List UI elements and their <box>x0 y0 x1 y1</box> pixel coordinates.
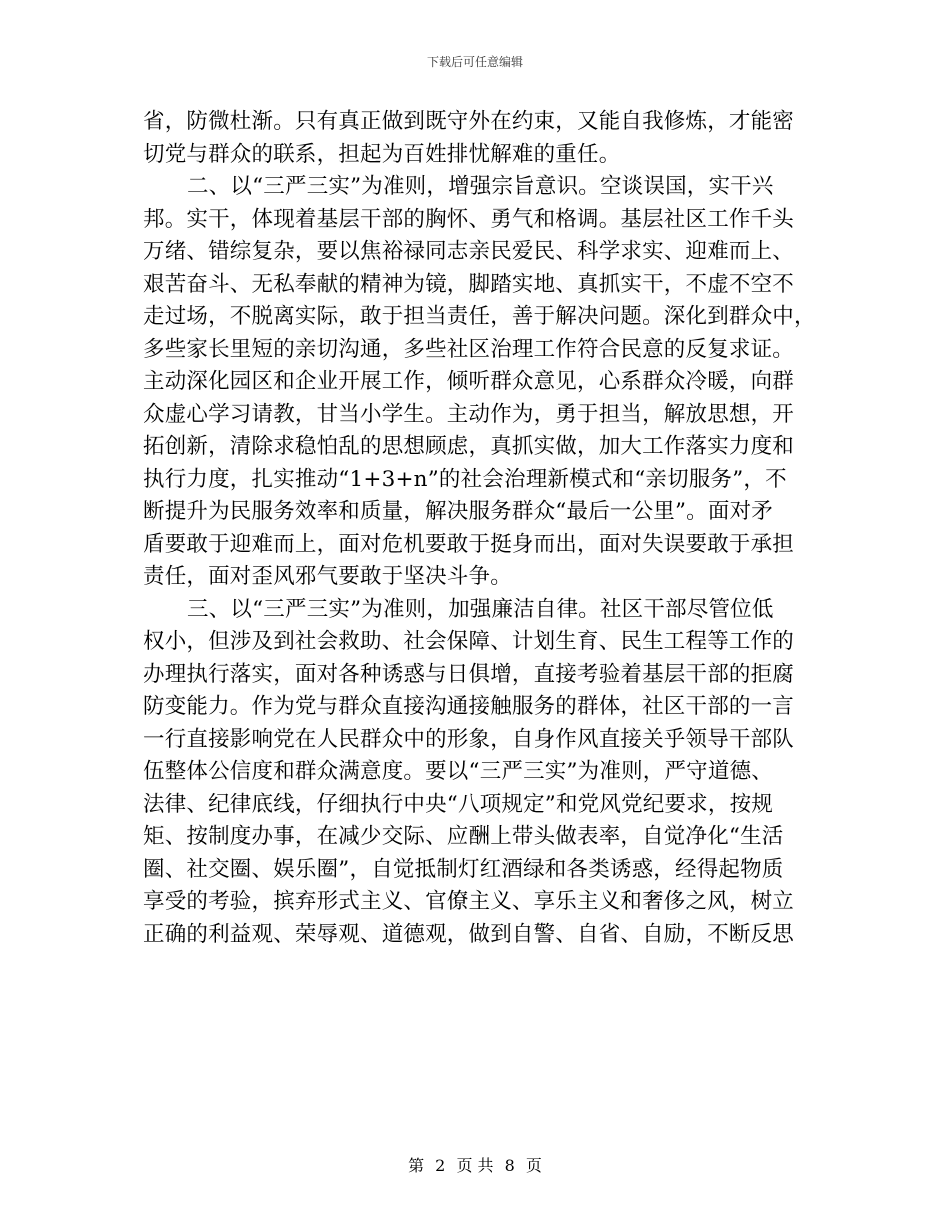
text-line: 众虚心学习请教，甘当小学生。主动作为，勇于担当，解放思想，开 <box>143 401 795 427</box>
text-line: 断提升为民服务效率和质量，解决服务群众“最后一公里”。面对矛 <box>143 499 773 524</box>
text-line: 主动深化园区和企业开展工作，倾听群众意见，心系群众冷暖，向群 <box>143 369 795 394</box>
text-line: 切党与群众的联系，担起为百姓排忧解难的重任。 <box>143 141 621 167</box>
footer-page-number: 2 <box>435 1156 446 1175</box>
text-line: 权小，但涉及到社会救助、社会保障、计划生育、民生工程等工作的 <box>143 629 795 654</box>
text-line: 走过场，不脱离实际，敢于担当责任，善于解决问题。深化到群众中， <box>143 304 816 329</box>
paragraph-3 <box>143 594 807 952</box>
text-line: 邦。实干，体现着基层干部的胸怀、勇气和格调。基层社区工作千头 <box>143 206 795 232</box>
paragraph-1 <box>143 106 807 171</box>
text-line: 盾要敢于迎难而上，面对危机要敢于挺身而出，面对失误要敢于承担 <box>143 531 795 557</box>
text-line: 一行直接影响党在人民群众中的形象，自身作风直接关乎领导干部队 <box>143 726 795 752</box>
footer-middle: 页 共 <box>456 1156 494 1175</box>
text-line: 三、以“三严三实”为准则，加强廉洁自律。社区干部尽管位低 <box>187 596 774 622</box>
text-line: 二、以“三严三实”为准则，增强宗旨意识。空谈误国，实干兴 <box>187 174 774 199</box>
page-header: 下载后可任意编辑 <box>426 55 523 69</box>
page-footer <box>0 1156 950 1176</box>
text-line: 防变能力。作为党与群众直接沟通接触服务的群体，社区干部的一言 <box>143 694 795 719</box>
footer-prefix: 第 <box>408 1156 425 1175</box>
text-line: 省，防微杜渐。只有真正做到既守外在约束，又能自我修炼，才能密 <box>143 109 795 134</box>
text-line: 伍整体公信度和群众满意度。要以“三严三实”为准则，严守道德、 <box>143 759 773 784</box>
text-line: 享受的考验，摈弃形式主义、官僚主义、享乐主义和奢侈之风，树立 <box>143 889 795 914</box>
text-line: 办理执行落实，面对各种诱惑与日俱增，直接考验着基层干部的拒腐 <box>143 661 795 687</box>
text-line: 执行力度，扎实推动“1+3+n”的社会治理新模式和“亲切服务”，不 <box>143 466 787 492</box>
text-line: 拓创新，清除求稳怕乱的思想顾虑，真抓实做，加大工作落实力度和 <box>143 434 795 459</box>
paragraph-2 <box>143 171 816 594</box>
text-line: 法律、纪律底线，仔细执行中央“八项规定”和党风党纪要求，按规 <box>143 791 773 817</box>
text-line: 万绪、错综复杂，要以焦裕禄同志亲民爱民、科学求实、迎难而上、 <box>143 239 795 264</box>
text-line: 正确的利益观、荣辱观、道德观，做到自警、自省、自励，不断反思 <box>143 921 795 947</box>
text-line: 矩、按制度办事，在减少交际、应酬上带头做表率，自觉净化“生活 <box>143 824 784 849</box>
document-body <box>143 106 816 951</box>
footer-total-pages: 8 <box>504 1156 515 1175</box>
text-line: 多些家长里短的亲切沟通，多些社区治理工作符合民意的反复求证。 <box>143 336 795 362</box>
text-line: 责任，面对歪风邪气要敢于坚决斗争。 <box>143 564 512 589</box>
text-line: 艰苦奋斗、无私奉献的精神为镜，脚踏实地、真抓实干，不虚不空不 <box>143 271 795 297</box>
footer-suffix: 页 <box>525 1156 542 1175</box>
text-line: 圈、社交圈、娱乐圈”，自觉抵制灯红酒绿和各类诱惑，经得起物质 <box>143 856 784 882</box>
